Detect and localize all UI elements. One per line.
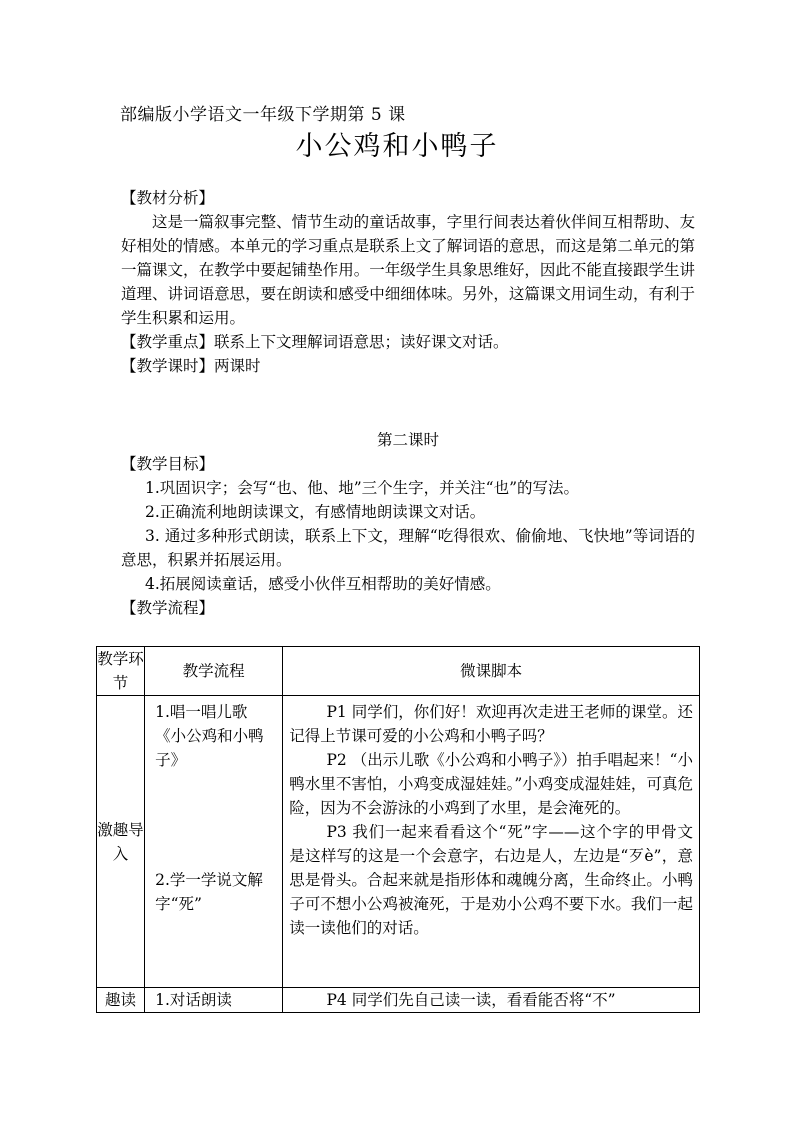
flow-item: 1.对话朗读 (155, 991, 232, 1009)
flow-item: 2.学一学说文解字“死” (155, 871, 263, 913)
header-stage: 教学环节 (97, 647, 145, 696)
script-paragraph: P2 （出示儿歌《小公鸡和小鸭子》）拍手唱起来！“小鸭水里不害怕，小鸡变成湿娃娃。”小鸡变成湿娃娃，可真危险，因为不会游泳的小鸡到了水里，是会淹死的。 (289, 751, 693, 817)
script-paragraph: P1 同学们，你们好！欢迎再次走进王老师的课堂。还记得上节课可爱的小公鸡和小鸭子吗？ (289, 703, 693, 745)
flow-cell (145, 988, 283, 1013)
periods-text: 两课时 (214, 357, 261, 375)
flow-cell (145, 696, 283, 988)
session-title: 第二课时 (376, 431, 439, 449)
key-points (121, 330, 695, 354)
stage-cell: 趣读 (97, 988, 145, 1013)
analysis-label: 【教材分析】 (121, 189, 215, 207)
goals-label: 【教学目标】 (121, 455, 215, 473)
process-label: 【教学流程】 (121, 599, 215, 617)
flow-item: 1.唱一唱儿歌《小公鸡和小鸭子》 (155, 703, 264, 769)
analysis-text: 这是一篇叙事完整、情节生动的童话故事，字里行间表达着伙伴间互相帮助、友好相处的情感。本单元的学习重点是联系上文了解词语的意思，而这是第二单元的第一篇课文，在教学中要起铺垫作用。一年级学生具象思维好，因此不能直接跟学生讲道理、讲词语意思，要在朗读和感受中细细体味。另外，这篇课文用词生动，有利于学生积累和运用。 (121, 213, 695, 327)
goals-section (121, 428, 695, 620)
key-points-label: 【教学重点】 (121, 333, 215, 351)
key-points-text: 联系上下文理解词语意思；读好课文对话。 (214, 333, 509, 351)
periods-label: 【教学课时】 (121, 357, 215, 375)
page-title: 小公鸡和小鸭子 (295, 131, 499, 162)
script-cell (283, 988, 700, 1013)
teaching-periods (121, 354, 695, 378)
script-paragraph: P3 我们一起来看看这个“死”字——这个字的甲骨文是这样写的这是一个会意字，右边是人，左边是“歹è”，意思是骨头。合起来就是指形体和魂魄分离，生命终止。小鸭子可不想小公鸡被淹死，于是劝小公鸡不要下水。我们一起读一读他们的对话。 (289, 823, 693, 937)
table-row (97, 696, 700, 988)
script-cell (283, 696, 700, 988)
goal-item-3: 3. 通过多种形式朗读，联系上下文，理解“吃得很欢、偷偷地、飞快地”等词语的意思，积累并拓展运用。 (121, 527, 695, 569)
script-paragraph: P4 同学们先自己读一读，看看能否将“不” (326, 991, 616, 1009)
teaching-flow-table (96, 646, 700, 1013)
goal-item-1: 1.巩固识字；会写“也、他、地”三个生字，并关注“也”的写法。 (145, 479, 580, 497)
goal-item-2: 2.正确流利地朗读课文，有感情地朗读课文对话。 (145, 503, 486, 521)
stage-cell: 激趣导入 (97, 696, 145, 988)
table-header-row (97, 647, 700, 696)
goal-item-4: 4.拓展阅读童话，感受小伙伴互相帮助的美好情感。 (145, 575, 501, 593)
table-row (97, 988, 700, 1013)
lesson-header: 部编版小学语文一年级下学期第 5 课 (120, 105, 406, 125)
analysis-section (121, 186, 695, 378)
header-script: 微课脚本 (283, 647, 700, 696)
header-flow: 教学流程 (145, 647, 283, 696)
